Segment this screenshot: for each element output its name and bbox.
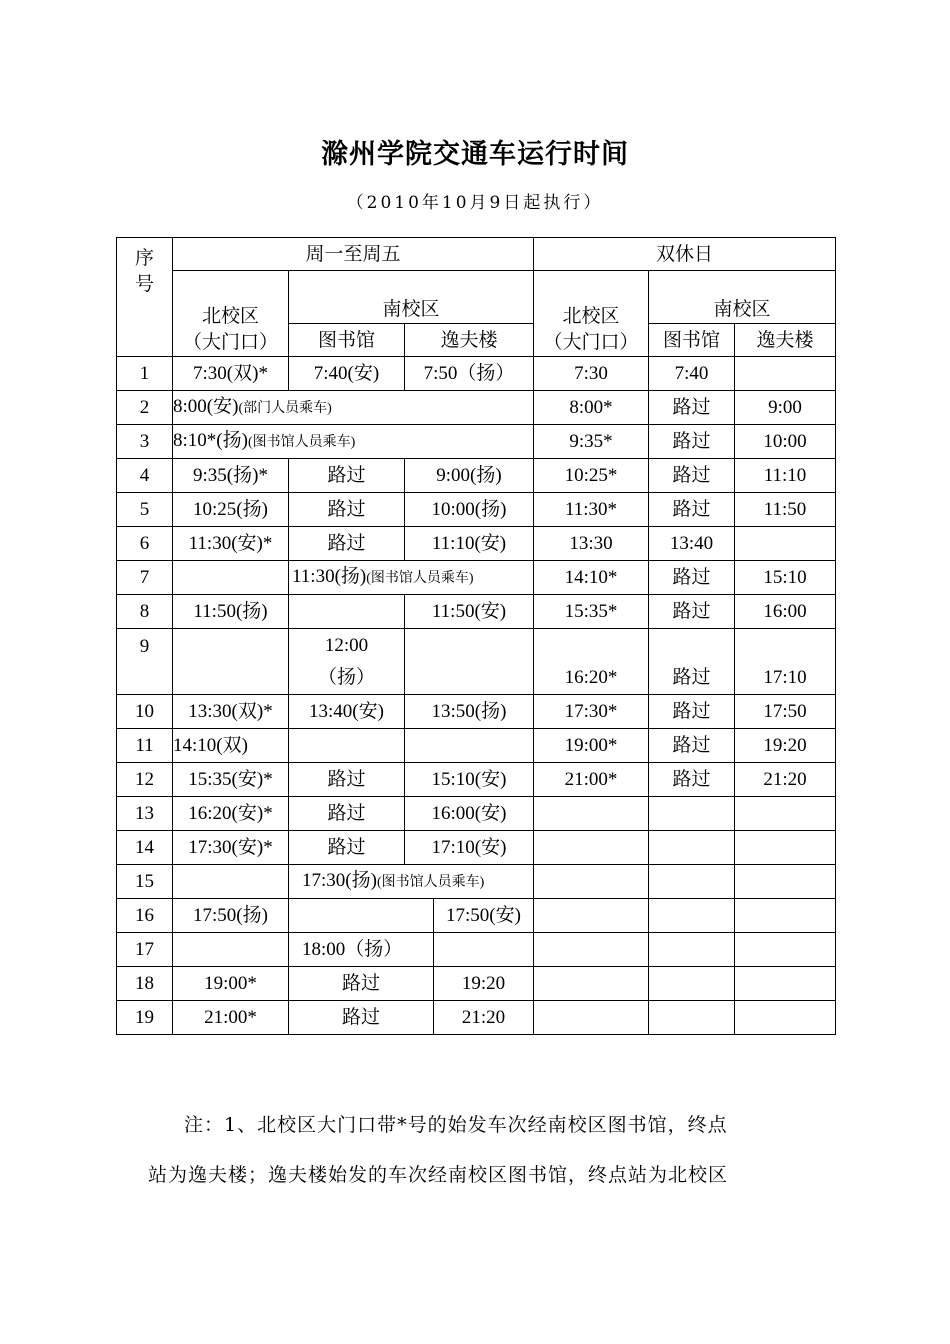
weekday-yifu-cell: 21:20 <box>434 1001 534 1035</box>
weekday-yifu-header: 逸夫楼 <box>405 324 534 357</box>
weekday-library-cell <box>289 595 405 629</box>
weekday-yifu-cell: 9:00(扬) <box>405 459 534 493</box>
seq-cell: 6 <box>117 527 173 561</box>
weekend-library-cell <box>649 1001 735 1035</box>
table-row <box>117 357 836 391</box>
weekday-north-cell: 19:00* <box>173 967 289 1001</box>
weekend-south-header: 南校区 <box>649 271 836 324</box>
weekend-library-cell: 路过 <box>649 561 735 595</box>
weekend-north-cell: 8:00* <box>534 391 649 425</box>
table-row <box>117 459 836 493</box>
weekday-north-cell: 11:50(扬) <box>173 595 289 629</box>
table-row <box>117 493 836 527</box>
weekend-yifu-cell: 11:50 <box>735 493 836 527</box>
weekday-library-cell <box>289 629 405 695</box>
weekend-yifu-cell <box>735 933 836 967</box>
weekday-library-cell <box>289 729 405 763</box>
weekend-north-cell <box>534 899 649 933</box>
weekday-north-cell: 13:30(双)* <box>173 695 289 729</box>
weekend-header: 双休日 <box>534 238 836 271</box>
weekend-north-cell: 17:30* <box>534 695 649 729</box>
weekend-north-cell: 11:30* <box>534 493 649 527</box>
page-title: 滁州学院交通车运行时间 <box>321 139 629 170</box>
weekday-north-header: 北校区 （大门口） <box>173 271 289 357</box>
seq-cell: 12 <box>117 763 173 797</box>
weekday-north-cell: 21:00* <box>173 1001 289 1035</box>
departure-time: 8:00(安) <box>173 395 239 417</box>
weekday-header: 周一至周五 <box>173 238 534 271</box>
seq-cell: 13 <box>117 797 173 831</box>
table-row <box>117 629 836 695</box>
weekend-north-cell <box>534 967 649 1001</box>
weekday-yifu-cell <box>434 933 534 967</box>
seq-cell: 4 <box>117 459 173 493</box>
weekend-library-cell: 路过 <box>649 763 735 797</box>
table-row <box>117 391 836 425</box>
weekday-north-cell <box>173 561 289 595</box>
seq-cell: 7 <box>117 561 173 595</box>
table-row <box>117 695 836 729</box>
weekend-yifu-cell: 9:00 <box>735 391 836 425</box>
weekend-north-cell <box>534 797 649 831</box>
weekday-library-cell <box>289 899 434 933</box>
weekday-library-cell: 路过 <box>289 797 405 831</box>
weekend-library-cell <box>649 933 735 967</box>
weekday-library-cell: 13:40(安) <box>289 695 405 729</box>
weekend-north-cell: 13:30 <box>534 527 649 561</box>
weekend-north-header: 北校区 （大门口） <box>534 271 649 357</box>
departure-time: 12:00 <box>324 634 369 656</box>
seq-cell: 18 <box>117 967 173 1001</box>
table-row <box>117 527 836 561</box>
seq-cell: 10 <box>117 695 173 729</box>
weekday-north-cell <box>173 865 289 899</box>
weekend-library-cell: 13:40 <box>649 527 735 561</box>
departure-time: 17:30(扬) <box>302 869 377 891</box>
seq-cell: 14 <box>117 831 173 865</box>
table-row <box>117 425 836 459</box>
weekend-library-cell <box>649 831 735 865</box>
weekday-library-cell: 18:00（扬） <box>289 933 434 967</box>
seq-header: 序号 <box>117 238 173 357</box>
weekend-library-cell: 路过 <box>649 629 735 695</box>
table-row <box>117 797 836 831</box>
weekend-yifu-cell: 15:10 <box>735 561 836 595</box>
weekend-north-cell: 21:00* <box>534 763 649 797</box>
weekday-north-cell <box>173 629 289 695</box>
weekend-yifu-cell: 10:00 <box>735 425 836 459</box>
weekend-yifu-cell: 11:10 <box>735 459 836 493</box>
weekday-yifu-cell: 13:50(扬) <box>405 695 534 729</box>
weekend-yifu-cell: 19:20 <box>735 729 836 763</box>
weekend-library-cell: 7:40 <box>649 357 735 391</box>
weekday-merged-cell <box>173 425 534 459</box>
weekday-north-cell: 14:10(双) <box>173 729 289 763</box>
weekday-south-merged-cell <box>289 561 534 595</box>
weekday-yifu-cell: 19:20 <box>434 967 534 1001</box>
seq-cell: 1 <box>117 357 173 391</box>
weekday-yifu-cell <box>405 629 534 695</box>
weekend-north-cell: 9:35* <box>534 425 649 459</box>
weekend-yifu-cell <box>735 357 836 391</box>
seq-cell: 19 <box>117 1001 173 1035</box>
weekend-yifu-cell <box>735 797 836 831</box>
schedule-table <box>116 237 836 1035</box>
weekday-yifu-cell: 10:00(扬) <box>405 493 534 527</box>
weekday-library-cell: 路过 <box>289 459 405 493</box>
table-row <box>117 1001 836 1035</box>
weekend-library-cell <box>649 967 735 1001</box>
weekday-yifu-cell: 15:10(安) <box>405 763 534 797</box>
weekend-yifu-cell: 21:20 <box>735 763 836 797</box>
weekend-north-cell: 14:10* <box>534 561 649 595</box>
seq-cell: 11 <box>117 729 173 763</box>
weekday-library-cell: 路过 <box>289 831 405 865</box>
weekend-library-cell: 路过 <box>649 729 735 763</box>
weekday-south-merged-cell <box>289 865 534 899</box>
seq-cell: 17 <box>117 933 173 967</box>
table-row <box>117 933 836 967</box>
weekday-library-cell: 7:40(安) <box>289 357 405 391</box>
table-row <box>117 899 836 933</box>
weekend-north-cell <box>534 933 649 967</box>
weekend-yifu-cell: 17:10 <box>735 629 836 695</box>
departure-note: (部门人员乘车) <box>238 400 332 416</box>
weekday-north-cell: 11:30(安)* <box>173 527 289 561</box>
weekday-library-cell: 路过 <box>289 967 434 1001</box>
page-subtitle: （2010年10月9日起执行） <box>346 193 604 213</box>
weekday-library-header: 图书馆 <box>289 324 405 357</box>
weekend-north-cell <box>534 1001 649 1035</box>
departure-time: 11:30(扬) <box>292 565 367 587</box>
weekend-yifu-header: 逸夫楼 <box>735 324 836 357</box>
weekday-yifu-cell: 11:50(安) <box>405 595 534 629</box>
weekday-north-cell: 17:30(安)* <box>173 831 289 865</box>
weekday-yifu-cell: 17:50(安) <box>434 899 534 933</box>
note-line-2: 站为逸夫楼；逸夫楼始发的车次经南校区图书馆，终点站为北校区 <box>148 1164 729 1186</box>
table-row <box>117 831 836 865</box>
weekday-north-cell: 17:50(扬) <box>173 899 289 933</box>
weekday-north-cell: 7:30(双)* <box>173 357 289 391</box>
weekday-library-cell: 路过 <box>289 527 405 561</box>
weekend-library-cell <box>649 865 735 899</box>
weekday-library-cell: 路过 <box>289 493 405 527</box>
table-row <box>117 967 836 1001</box>
seq-cell: 15 <box>117 865 173 899</box>
table-row <box>117 561 836 595</box>
weekend-yifu-cell: 16:00 <box>735 595 836 629</box>
note-line-1: 注：1、北校区大门口带*号的始发车次经南校区图书馆，终点 <box>184 1114 728 1136</box>
weekend-yifu-cell <box>735 967 836 1001</box>
weekend-yifu-cell <box>735 527 836 561</box>
weekend-library-cell: 路过 <box>649 391 735 425</box>
seq-cell: 3 <box>117 425 173 459</box>
weekday-south-header: 南校区 <box>289 271 534 324</box>
weekday-yifu-cell: 11:10(安) <box>405 527 534 561</box>
seq-cell: 8 <box>117 595 173 629</box>
weekend-library-cell: 路过 <box>649 695 735 729</box>
departure-note: (图书馆人员乘车) <box>247 434 356 450</box>
weekday-yifu-cell <box>405 729 534 763</box>
weekday-library-cell: 路过 <box>289 1001 434 1035</box>
weekday-yifu-cell: 7:50（扬） <box>405 357 534 391</box>
weekend-library-cell: 路过 <box>649 595 735 629</box>
departure-note: （扬） <box>317 666 375 688</box>
table-row <box>117 763 836 797</box>
weekend-north-cell <box>534 831 649 865</box>
weekday-yifu-cell: 17:10(安) <box>405 831 534 865</box>
weekday-north-cell: 9:35(扬)* <box>173 459 289 493</box>
weekday-north-cell <box>173 933 289 967</box>
weekend-library-cell: 路过 <box>649 493 735 527</box>
weekend-north-cell <box>534 865 649 899</box>
weekend-north-cell: 7:30 <box>534 357 649 391</box>
table-row <box>117 729 836 763</box>
weekend-north-cell: 16:20* <box>534 629 649 695</box>
weekday-merged-cell <box>173 391 534 425</box>
weekend-yifu-cell <box>735 831 836 865</box>
seq-cell: 2 <box>117 391 173 425</box>
weekend-yifu-cell <box>735 865 836 899</box>
departure-note: (图书馆人员乘车) <box>376 874 485 890</box>
weekend-library-cell <box>649 899 735 933</box>
weekend-library-cell: 路过 <box>649 425 735 459</box>
table-row <box>117 865 836 899</box>
weekend-north-cell: 19:00* <box>534 729 649 763</box>
weekend-library-cell <box>649 797 735 831</box>
weekend-yifu-cell <box>735 899 836 933</box>
weekday-north-cell: 16:20(安)* <box>173 797 289 831</box>
weekend-library-header: 图书馆 <box>649 324 735 357</box>
seq-cell: 5 <box>117 493 173 527</box>
seq-cell: 16 <box>117 899 173 933</box>
weekend-library-cell: 路过 <box>649 459 735 493</box>
weekend-north-cell: 10:25* <box>534 459 649 493</box>
weekend-north-cell: 15:35* <box>534 595 649 629</box>
weekday-yifu-cell: 16:00(安) <box>405 797 534 831</box>
departure-note: (图书馆人员乘车) <box>366 570 474 586</box>
departure-time: 8:10*(扬) <box>173 429 248 451</box>
weekday-library-cell: 路过 <box>289 763 405 797</box>
weekday-north-cell: 10:25(扬) <box>173 493 289 527</box>
weekend-yifu-cell <box>735 1001 836 1035</box>
seq-cell: 9 <box>117 629 173 695</box>
weekend-yifu-cell: 17:50 <box>735 695 836 729</box>
table-row <box>117 595 836 629</box>
weekday-north-cell: 15:35(安)* <box>173 763 289 797</box>
